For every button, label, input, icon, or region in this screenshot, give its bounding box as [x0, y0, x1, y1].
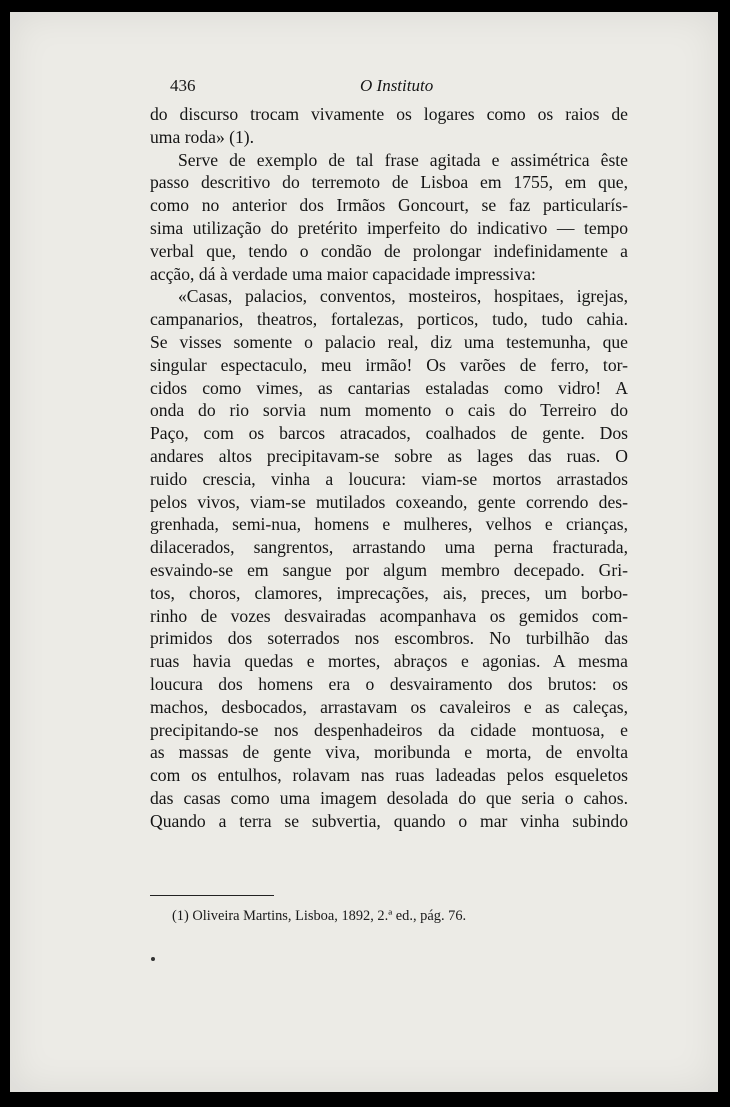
text-line: Quando a terra se subvertia, quando o mar vinha subindo — [150, 810, 628, 831]
text-line: ruido crescia, vinha a loucura: viam-se mortos arrastados — [150, 468, 628, 489]
text-line: com os entulhos, rolavam nas ruas ladeadas pelos esqueletos — [150, 765, 628, 786]
text-line: do discurso trocam vivamente os logares como os raios de — [150, 104, 628, 124]
text-line: Paço, com os barcos atracados, coalhados de gente. Dos — [150, 423, 628, 444]
text-line: primidos dos soterrados nos escombros. No turbilhão das — [150, 628, 628, 649]
text-line: ruas havia quedas e mortes, abraços e agonias. A mesma — [150, 651, 628, 672]
text-line: Serve de exemplo de tal frase agitada e assimétrica êste — [178, 149, 628, 170]
footnote: (1) Oliveira Martins, Lisboa, 1892, 2.ª ed., pág. 76. — [172, 908, 467, 924]
text-line: das casas como uma imagem desolada do que seria o cahos. — [150, 787, 628, 808]
running-head — [160, 74, 648, 102]
text-line: tos, choros, clamores, imprecações, ais, preces, um borbo- — [150, 582, 628, 603]
text-line: acção, dá à verdade uma maior capacidade impressiva: — [150, 263, 536, 284]
text-line: pelos vivos, viam-se mutilados coxeando, gente correndo des- — [150, 491, 628, 512]
journal-title: O Instituto — [360, 76, 434, 95]
text-line: andares altos precipitavam-se sobre as lages das ruas. O — [150, 445, 628, 466]
text-line: passo descritivo do terremoto de Lisboa em 1755, em que, — [150, 172, 628, 193]
ink-speck — [151, 957, 155, 961]
footnote-divider — [150, 895, 274, 896]
text-line: precipitando-se nos despenhadeiros da cidade montuosa, e — [150, 719, 628, 740]
text-line: verbal que, tendo o condão de prolongar indefinidamente a — [150, 240, 628, 261]
text-line: como no anterior dos Irmãos Goncourt, se faz particularís- — [150, 195, 628, 216]
text-line: loucura dos homens era o desvairamento dos brutos: os — [150, 673, 628, 694]
text-line: esvaindo-se em sangue por algum membro decepado. Gri- — [150, 559, 628, 580]
text-line: dilacerados, sangrentos, arrastando uma perna fracturada, — [150, 537, 628, 558]
text-line: as massas de gente viva, moribunda e morta, de envolta — [150, 742, 628, 763]
text-line: sima utilização do pretérito imperfeito do indicativo — tempo — [150, 217, 628, 238]
text-line: Se visses somente o palacio real, diz uma testemunha, que — [150, 331, 628, 352]
text-line: onda do rio sorvia num momento o cais do Terreiro do — [150, 400, 628, 421]
text-line: machos, desbocados, arrastavam os cavaleiros e as caleças, — [150, 696, 628, 717]
page-number: 436 — [170, 76, 196, 95]
text-line: cidos como vimes, as cantarias estaladas como vidro! A — [150, 377, 628, 398]
text-line: rinho de vozes desvairadas acompanhava os gemidos com- — [150, 605, 628, 626]
text-line: campanarios, theatros, fortalezas, porticos, tudo, tudo cahia. — [150, 309, 628, 330]
text-line: singular espectaculo, meu irmão! Os varões de ferro, tor- — [150, 354, 628, 375]
text-line: grenhada, semi-nua, homens e mulheres, velhos e crianças, — [150, 514, 628, 535]
body-text — [150, 103, 628, 833]
text-line: uma roda» (1). — [150, 126, 255, 147]
text-line: «Casas, palacios, conventos, mosteiros, hospitaes, igrejas, — [178, 286, 628, 307]
